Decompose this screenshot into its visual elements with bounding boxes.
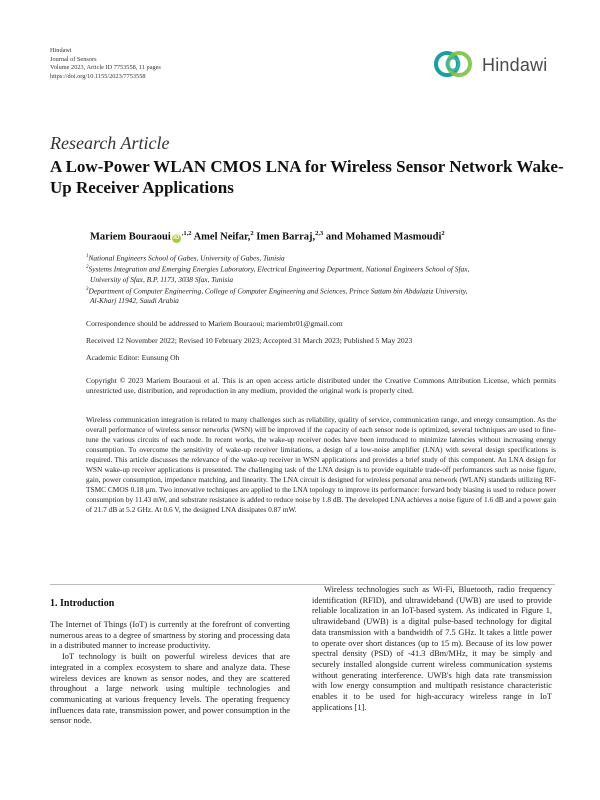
author-affil-sup: 2 [441, 230, 445, 237]
volume-line: Volume 2023, Article ID 7753558, 11 pages [50, 64, 161, 71]
author-name[interactable]: Amel Neifar, [193, 231, 251, 243]
orcid-icon[interactable]: iD [173, 234, 180, 241]
publication-dates: Received 12 November 2022; Revised 10 February 2023; Accepted 31 March 2023; Published 5 May 2023 [86, 336, 413, 345]
affiliation-2: $^2$Systems Integration and Emerging Energies Laboratory, Electrical Engineering Department, National Engineers School of Sfax, [86, 264, 470, 274]
paragraph: Wireless technologies such as Wi-Fi, Bluetooth, radio frequency identification (RFID), and ultrawideband (UWB) are used to provide reliable localization in an IoT-based system. As indicated in Figure 1, ultrawideband (UWB) is a digital pulse-based technology for digital data transmission with a bandwidth of 7.5 GHz. It takes a little power to operate over short distances (up to 15 m). Because of its low power spectral density (PSD) of -41.3 dBm/MHz, it may be simply and securely installed alongside current wireless communication systems without generating interference. UWB's high data rate transmission with low energy consumption and multipath resistance characteristic enables it to be used for high-accuracy wireless range in IoT applications [1]. [312, 585, 552, 712]
journal-name: Journal of Sensors [50, 55, 97, 63]
author-affil-sup: 2 [250, 230, 254, 237]
logo-text: Hindawi [482, 55, 548, 75]
doi-link[interactable]: https://doi.org/10.1155/2023/7753558 [50, 72, 146, 80]
affiliation-2-cont: University of Sfax, B.P. 1173, 3038 Sfax, Tunisia [90, 274, 234, 284]
affiliation-3-cont: Al-Kharj 11942, Saudi Arabia [90, 296, 179, 306]
author-affil-sup: ,1,2 [181, 230, 192, 237]
affiliations [86, 252, 556, 306]
paragraph: The Internet of Things (IoT) is currently at the forefront of converting numerous areas to a degree of smartness by storing and processing data in a distributed manner to increase productivity. [50, 620, 290, 651]
hindawi-logo[interactable] [430, 44, 555, 84]
paragraph: IoT technology is built on powerful wireless devices that are integrated in a complex ecosystem to share and analyze data. These wireless devices are known as sensor nodes, and they are scattered throughout a large network using multiple technologies and communicating at various frequency levels. The operating frequency influences data rate, transmission power, and power consumption in the sensor node. [50, 652, 290, 726]
author-separator: and [323, 231, 343, 243]
body-column-right [312, 585, 552, 713]
author-affil-sup: 2,3 [315, 230, 324, 237]
article-type: Research Article [50, 133, 170, 153]
section-heading: 1. Introduction [50, 598, 115, 609]
author-name[interactable]: Mariem Bouraoui [90, 231, 171, 243]
author-list [90, 230, 445, 243]
affiliation-1: $^1$National Engineers School of Gabes, University of Gabes, Tunisia [86, 253, 285, 263]
correspondence: Correspondence should be addressed to Mariem Bouraoui; mariembr01@gmail.com [86, 319, 343, 328]
author-name[interactable]: Mohamed Masmoudi [345, 231, 442, 243]
academic-editor: Academic Editor: Eunsung Oh [86, 353, 180, 362]
affiliation-3: $^3$Department of Computer Engineering, College of Computer Engineering and Sciences, Prince Sattam bin Abdulaziz University, [86, 286, 468, 296]
copyright-notice: Copyright © 2023 Mariem Bouraoui et al. This is an open access article distributed under the Creative Commons Attribution License, which permits unrestricted use, distribution, and reproduction in any medium, provided the original work is properly cited. [86, 376, 556, 395]
author-name[interactable]: Imen Barraj, [256, 231, 316, 243]
abstract: Wireless communication integration is related to many challenges such as reliability, quality of service, communication range, and energy consumption. As the overall performance of wireless sensor networks (WSN) will be improved if the capacity of each sensor node is optimized, several techniques are used to fine-tune the various circuits of each node. In recent works, the wake-up receiver nodes have been introduced to minimize latencies without increasing energy consumption. To overcome the sensitivity of wake-up receiver limitations, a design of a low-noise amplifier (LNA) with several design specifications is required. This article discusses the relevance of the wake-up receiver in WSN applications and provides a brief study of this component. An LNA design for WSN wake-up receiver applications is presented. The challenging task of the LNA design is to provide equitable trade-off performances such as noise figure, gain, power consumption, impedance matching, and linearity. The LNA circuit is designed for wireless personal area network (WLAN) standards utilizing RF-TSMC CMOS 0.18 µm. Two innovative techniques are applied to the LNA topology to improve its performance: forward body biasing is used to reduce power consumption by 11.43 mW, and substrate resistance is added to reduce noise by 1.8 dB. The developed LNA achieves a noise figure of 1.6 dB and a power gain of 21.7 dB at 5.2 GHz. At 0.6 V, the designed LNA dissipates 0.87 mW. [86, 415, 556, 514]
hindawi-rings-icon [430, 44, 480, 84]
article-title: A Low-Power WLAN CMOS LNA for Wireless Sensor Network Wake-Up Receiver Applications [50, 157, 564, 197]
publisher-name: Hindawi [50, 47, 72, 54]
body-column-left [50, 620, 290, 727]
journal-meta [50, 47, 161, 81]
